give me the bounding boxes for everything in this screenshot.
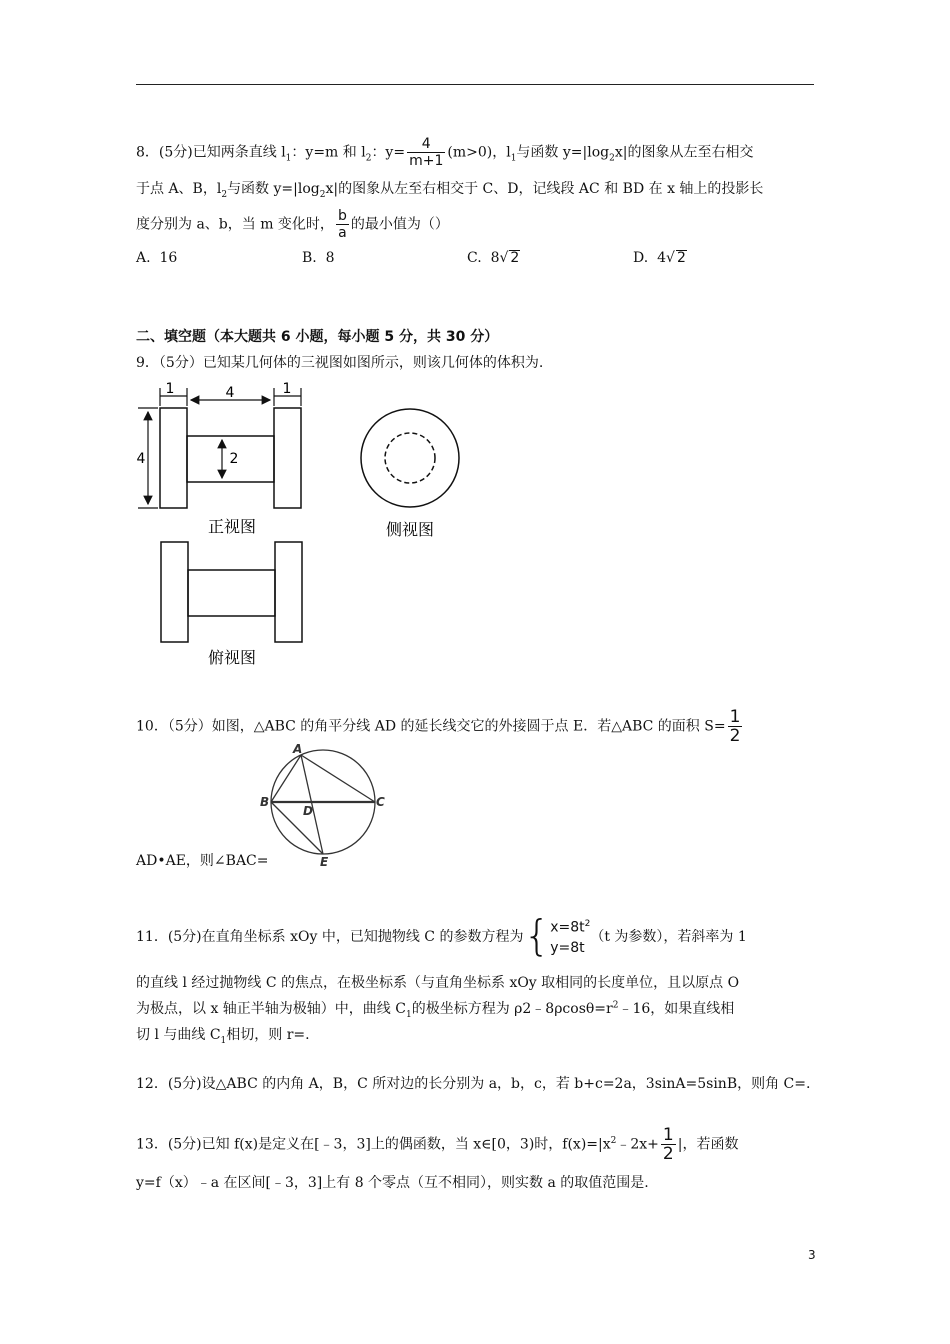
point-label-b: B [260,795,270,809]
sqrt-icon: √ [499,250,509,266]
q8-ratio-fraction: $\frac{b}{a}$ [337,208,347,241]
caption-top-view: 俯视图 [207,648,257,667]
section-heading: 二、填空题（本大题共 6 小题，每小题 5 分，共 30 分） [136,329,499,345]
side-view [361,409,459,507]
q13-line1: 13．(5分)已知 f(x)是定义在[﹣3，3]上的偶函数，当 x∈[0，3)时，$f(x)=|x^2﹣2x+$ $\frac{1}{2}$ |，若函数 [136,1125,739,1164]
q8-options [136,250,814,274]
option-c[interactable]: C. 8√ 2 [467,250,520,266]
dim-label-4-left: 4 [136,451,146,467]
q13-line2: y=f（x）﹣a 在区间[﹣3，3]上有 8 个零点（互不相同），则实数 a 的取值范围是. [136,1175,649,1191]
q13-fraction: $\frac{1}{2}$ [662,1125,674,1164]
q8-fraction: $\frac{4}{m+1}$ [409,136,444,169]
q8-line2: 于点 A、B，$l_2$与函数 $y=|\log_2x|$的图象从左至右相交于 C、D，记线段 AC 和 BD 在 x 轴上的投影长 [136,181,764,200]
caption-side-view: 侧视图 [385,520,435,539]
q11-line2: 的直线 l 经过抛物线 C 的焦点，在极坐标系（与直角坐标系 xOy 取相同的长度单位，且以原点 O [136,975,740,991]
q8-line3: 度分别为 a、b，当 m 变化时， $\frac{b}{a}$ 的最小值为（） [136,208,449,241]
top-view [161,542,302,642]
point-label-e: E [320,855,329,868]
q10-line2: AD•AE，则∠BAC= [136,853,269,869]
q11-line3: 为极点，以 x 轴正半轴为极轴）中，曲线 $C_1$的极坐标方程为 $\rho 2﹣8\rho\cos\theta=r^2﹣16$，如果直线相 [136,1000,735,1020]
point-label-c: C [376,795,385,809]
page-number: 3 [808,1248,816,1262]
option-d[interactable]: D. 4√ 2 [633,250,686,266]
q12-text: 12．(5分)设△ABC 的内角 A，B，C 所对边的长分别为 a，b，c，若 b+c=2a，3sinA=5sinB，则角 C=. [136,1076,811,1092]
caption-front-view: 正视图 [207,517,257,536]
option-b[interactable]: B. 8 [302,250,335,266]
point-label-a: A [293,742,303,756]
q10-line1: 10．（5分）如图，△ABC 的角平分线 AD 的延长线交它的外接圆于点 E．若△ABC 的面积 S= $\frac{1}{2}$ [136,707,741,746]
sqrt-icon: √ [666,250,675,266]
q11-line4: 切 l 与曲线 $C_1$相切，则 r=. [136,1027,310,1046]
dim-label-1-left: 1 [165,381,175,397]
q10-fraction: $\frac{1}{2}$ [729,707,741,746]
q8-line1: 8．(5分)已知两条直线 $l_1$：y=m 和 $l_2$：y= $\frac{4}{m+1}$ (m>0)，$l_1$与函数 $y=|\log_2x|$的图象从左至右相交 [136,136,754,169]
q11-line1: 11．(5分)在直角坐标系 xOy 中，已知抛物线 C 的参数方程为{ $x=8t^2$ y=8t （t 为参数），若斜率为 1 [136,910,747,960]
left-brace-icon: { [523,910,551,960]
header-rule [136,84,814,85]
point-label-d: D [303,804,313,818]
dim-label-4-top: 4 [225,385,235,401]
circle-triangle-diagram [258,742,388,868]
three-view-diagram [130,378,470,678]
dim-label-2-mid: 2 [229,451,239,467]
dim-label-1-right: 1 [282,381,292,397]
q9-text: 9．（5分）已知某几何体的三视图如图所示，则该几何体的体积为. [136,355,544,371]
option-a[interactable]: A. 16 [136,250,178,266]
